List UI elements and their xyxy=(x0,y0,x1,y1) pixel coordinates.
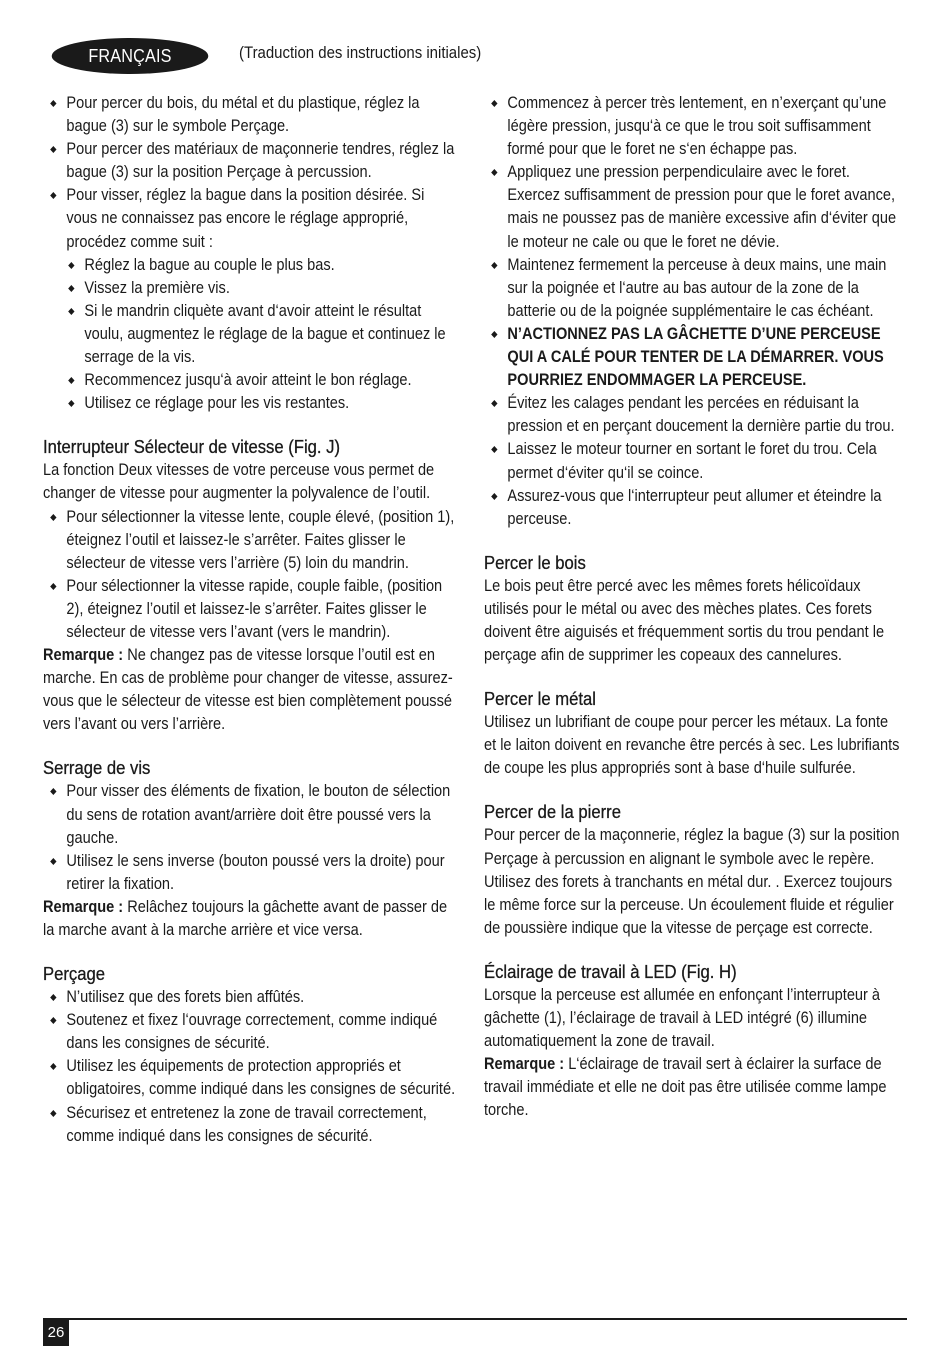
list-item: Maintenez fermement la perceuse à deux mains, une main sur la poignée et l‘autre au bas autour de la zone de la batterie ou de la poignée supplémentaire le cas échéant. xyxy=(484,254,904,323)
note-text: Ne changez pas de vitesse lorsque l’outil est en marche. En cas de problème pour changer de vitesse, assurez-vous que le sélecteur de vitesse est bien complètement poussé vers l’avant ou vers l’arrière. xyxy=(43,646,453,734)
list-item: Recommencez jusqu‘à avoir atteint le bon réglage. xyxy=(43,369,458,392)
paragraph: Le bois peut être percé avec les mêmes forets hélicoïdaux utilisés pour le métal ou avec des mèches plates. Ces forets doivent être aiguisés et fréquemment sortis du trou pendant le perçage afin de supprimer les copeaux des cannelures. xyxy=(484,576,885,665)
list-item: Utilisez ce réglage pour les vis restantes. xyxy=(43,392,458,415)
section-heading-wood: Percer le bois xyxy=(484,551,586,573)
list-item: Commencez à percer très lentement, en n’exerçant qu’une légère pression, jusqu‘à ce que le trou soit suffisamment formé pour que le foret ne s‘en échappe pas. xyxy=(484,92,904,161)
screw-bullet-list xyxy=(43,780,458,895)
list-item: Si le mandrin cliquète avant d‘avoir atteint le résultat voulu, augmentez le réglage de la bague et continuez le serrage de la vis. xyxy=(43,300,458,369)
right-column xyxy=(484,92,904,1122)
list-item: Pour sélectionner la vitesse rapide, couple faible, (position 2), éteignez l’outil et laissez-le s’arrêter. Faites glisser le sélecteur de vitesse vers l’avant (vers le mandrin). xyxy=(43,575,458,644)
list-item: Réglez la bague au couple le plus bas. xyxy=(43,254,458,277)
list-item: Sécurisez et entretenez la zone de travail correctement, comme indiqué dans les consignes de sécurité. xyxy=(43,1102,458,1148)
list-item: N’utilisez que des forets bien affûtés. xyxy=(43,986,458,1009)
section-heading-drilling: Perçage xyxy=(43,963,106,985)
list-item: Assurez-vous que l‘interrupteur peut allumer et éteindre la perceuse. xyxy=(484,485,904,531)
list-item: Évitez les calages pendant les percées en réduisant la pression et en perçant doucement la dernière partie du trou. xyxy=(484,392,904,438)
list-item: Pour sélectionner la vitesse lente, couple élevé, (position 1), éteignez l’outil et laissez-le s’arrêter. Faites glisser le sélecteur de vitesse vers l’arrière (5) loin du mandrin. xyxy=(43,506,458,575)
speed-bullet-list xyxy=(43,506,458,645)
left-column xyxy=(43,92,458,1148)
paragraph: Utilisez un lubrifiant de coupe pour percer les métaux. La fonte et le laiton doivent en revanche être percés à sec. Les lubrifiants de coupe les plus appropriés sont à base d‘huile sulfurée. xyxy=(484,713,900,778)
note-paragraph xyxy=(484,1053,904,1122)
paragraph: Lorsque la perceuse est allumée en enfonçant l’interrupteur à gâchette (1), l’éclairage de travail à LED intégré (6) illumine automatiquement la zone de travail. xyxy=(484,985,881,1051)
section-heading-screw: Serrage de vis xyxy=(43,757,151,779)
language-badge: FRANÇAIS xyxy=(52,38,209,74)
section-heading-metal: Percer le métal xyxy=(484,688,596,710)
paragraph: La fonction Deux vitesses de votre perceuse vous permet de changer de vitesse pour augmenter la polyvalence de l’outil. xyxy=(43,461,435,503)
note-label: Remarque : xyxy=(43,897,124,916)
drilling-tips-list xyxy=(484,92,904,531)
list-item: Appliquez une pression perpendiculaire avec le foret. Exercez suffisamment de pression pour que le foret avance, mais ne poussez pas de manière excessive afin d‘éviter que le moteur ne cale ou que le foret ne dévie. xyxy=(484,161,904,253)
footer-rule xyxy=(43,1318,907,1320)
page-number: 26 xyxy=(43,1320,69,1346)
section-heading-led: Éclairage de travail à LED (Fig. H) xyxy=(484,960,737,982)
paragraph: Pour percer de la maçonnerie, réglez la bague (3) sur la position Perçage à percussion en alignant le symbole avec le repère. Utilisez des forets à tranchants en métal dur. . Exercez toujours le même force sur la perceuse. Un écoulement fluide et régulier de poussière indique que la vitesse de perçage est correcte. xyxy=(484,826,900,937)
note-paragraph xyxy=(43,644,458,736)
list-item: Pour percer du bois, du métal et du plastique, réglez la bague (3) sur le symbole Perçage. xyxy=(43,92,458,138)
list-item: Laissez le moteur tourner en sortant le foret du trou. Cela permet d‘éviter qu‘il se coince. xyxy=(484,438,904,484)
note-text: Relâchez toujours la gâchette avant de passer de la marche avant à la marche arrière et vice versa. xyxy=(43,897,448,939)
note-label: Remarque : xyxy=(484,1055,565,1074)
warning-item: N’ACTIONNEZ PAS LA GÂCHETTE D’UNE PERCEUSE QUI A CALÉ POUR TENTER DE LA DÉMARRER. VOUS POURRIEZ ENDOMMAGER LA PERCEUSE. xyxy=(484,323,904,392)
translation-subtitle: (Traduction des instructions initiales) xyxy=(239,43,482,62)
list-item: Pour visser, réglez la bague dans la position désirée. Si vous ne connaissez pas encore le réglage approprié, procédez comme suit : xyxy=(43,184,458,253)
intro-bullet-list xyxy=(43,92,458,254)
list-item: Soutenez et fixez l‘ouvrage correctement, comme indiqué dans les consignes de sécurité. xyxy=(43,1009,458,1055)
list-item: Pour percer des matériaux de maçonnerie tendres, réglez la bague (3) sur la position Perçage à percussion. xyxy=(43,138,458,184)
torque-steps-list xyxy=(43,254,458,416)
note-text: L‘éclairage de travail sert à éclairer la surface de travail immédiate et elle ne doit pas être utilisée comme lampe torche. xyxy=(484,1055,887,1120)
list-item: Pour visser des éléments de fixation, le bouton de sélection du sens de rotation avant/arrière doit être poussé vers la gauche. xyxy=(43,780,458,849)
note-label: Remarque : xyxy=(43,646,124,665)
section-heading-stone: Percer de la pierre xyxy=(484,801,621,823)
drilling-bullet-list xyxy=(43,986,458,1148)
list-item: Utilisez les équipements de protection appropriés et obligatoires, comme indiqué dans les consignes de sécurité. xyxy=(43,1055,458,1101)
note-paragraph xyxy=(43,896,458,942)
list-item: Utilisez le sens inverse (bouton poussé vers la droite) pour retirer la fixation. xyxy=(43,850,458,896)
list-item: Vissez la première vis. xyxy=(43,277,458,300)
section-heading-speed: Interrupteur Sélecteur de vitesse (Fig. J) xyxy=(43,436,341,458)
